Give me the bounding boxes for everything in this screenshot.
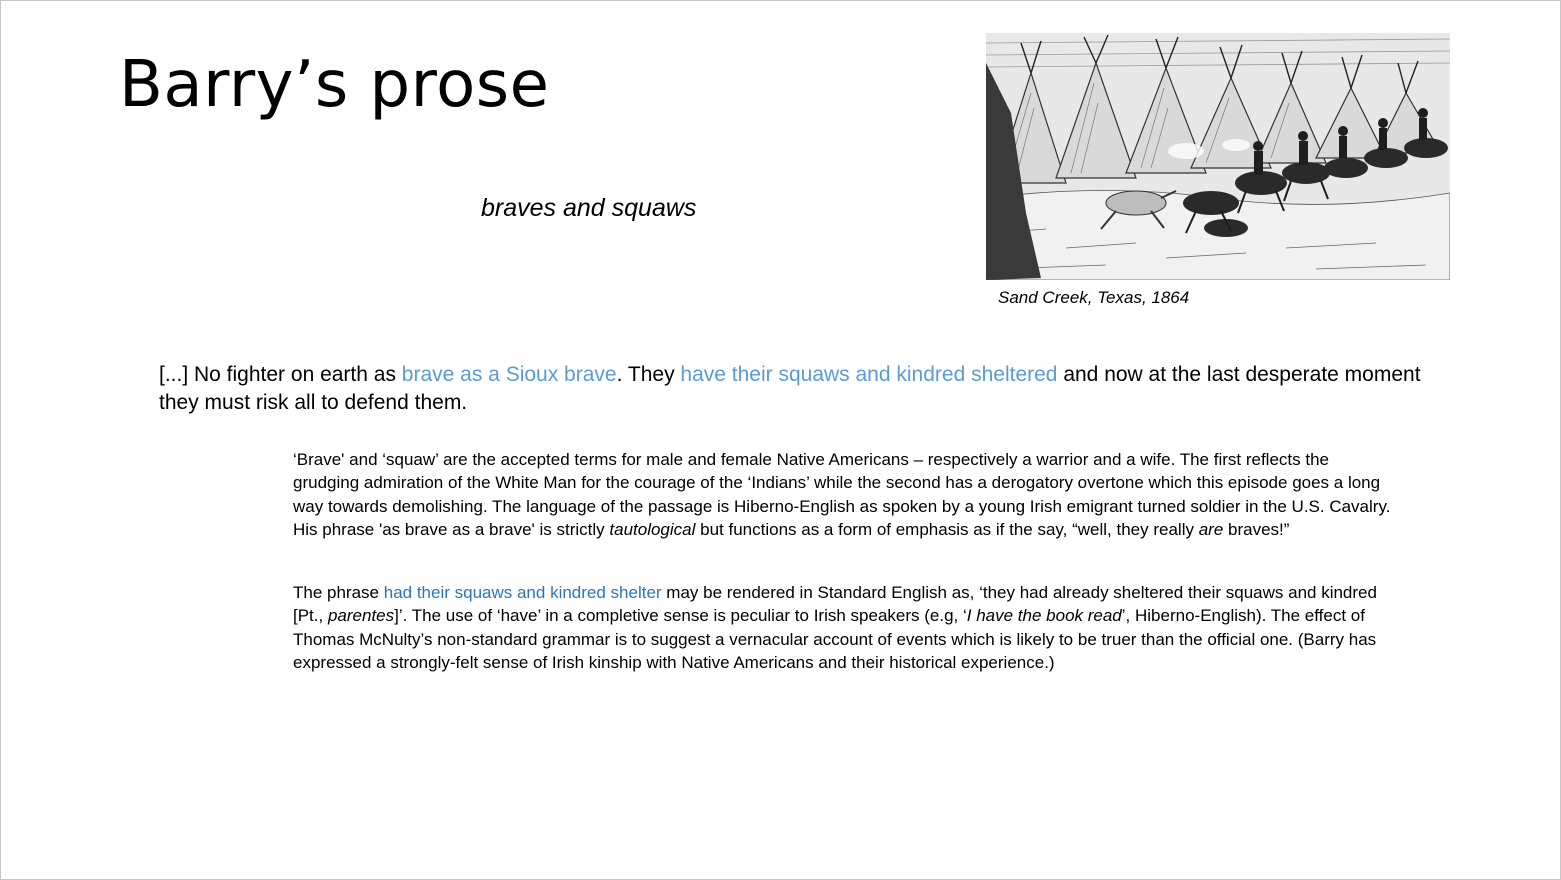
paragraph-text: may be rendered in Standard English as, ‘they had already sheltered their squaws and kindred [Pt., xyxy=(293,583,1377,626)
emphasis-are: are xyxy=(1198,519,1224,539)
quote-text: [...] No fighter on earth as xyxy=(159,363,402,386)
image-caption: Sand Creek, Texas, 1864 xyxy=(998,288,1190,307)
emphasis-tautological: tautological xyxy=(609,519,696,539)
paragraph-text: The phrase xyxy=(293,583,384,602)
emphasis-example: I have the book read xyxy=(966,606,1122,626)
paragraph-text: ‘Brave' and ‘squaw’ are the accepted terms for male and female Native Americans – respectively a warrior and a wife. The first reflects the grudging admiration of the White Man for the courage of the ‘Indians’ while the second has a derogatory overtone which this episode goes a long way towards demolishing. The language of the passage is Hiberno-English as spoken by a young Irish emigrant turned soldier in the U.S. Cavalry. His phrase 'as brave as a brave' is strictly xyxy=(293,450,1391,539)
quote-text: . They xyxy=(616,363,681,386)
quote-text: and now at the last desperate moment they must risk all to defend them. xyxy=(159,363,1421,414)
slide-subtitle: braves and squaws xyxy=(481,194,697,222)
quote-highlight-brave: brave as a Sioux brave xyxy=(401,363,617,386)
novel-quote xyxy=(159,361,1429,417)
paragraph-text: ]’. The use of ‘have’ in a completive sense is peculiar to Irish speakers (e.g, ‘ xyxy=(394,606,967,626)
phrase-highlight: had their squaws and kindred shelter xyxy=(383,583,662,602)
quote-highlight-squaws: have their squaws and kindred sheltered xyxy=(680,363,1058,386)
paragraph-text: ’, Hiberno-English). The effect of Thomas McNulty’s non-standard grammar is to suggest a vernacular account of events which is likely to be truer than the official one. (Barry has expressed a strongly-felt sense of Irish kinship with Native Americans and their historical experience.) xyxy=(293,606,1377,672)
slide-title: Barry’s prose xyxy=(119,48,550,122)
commentary-paragraph-1 xyxy=(293,448,1398,541)
sand-creek-engraving xyxy=(986,33,1450,280)
paragraph-text: braves!” xyxy=(1223,519,1290,539)
commentary-paragraph-2 xyxy=(293,581,1398,674)
paragraph-text: but functions as a form of emphasis as if the say, “well, they really xyxy=(695,519,1199,539)
emphasis-parentes: parentes xyxy=(327,606,395,626)
